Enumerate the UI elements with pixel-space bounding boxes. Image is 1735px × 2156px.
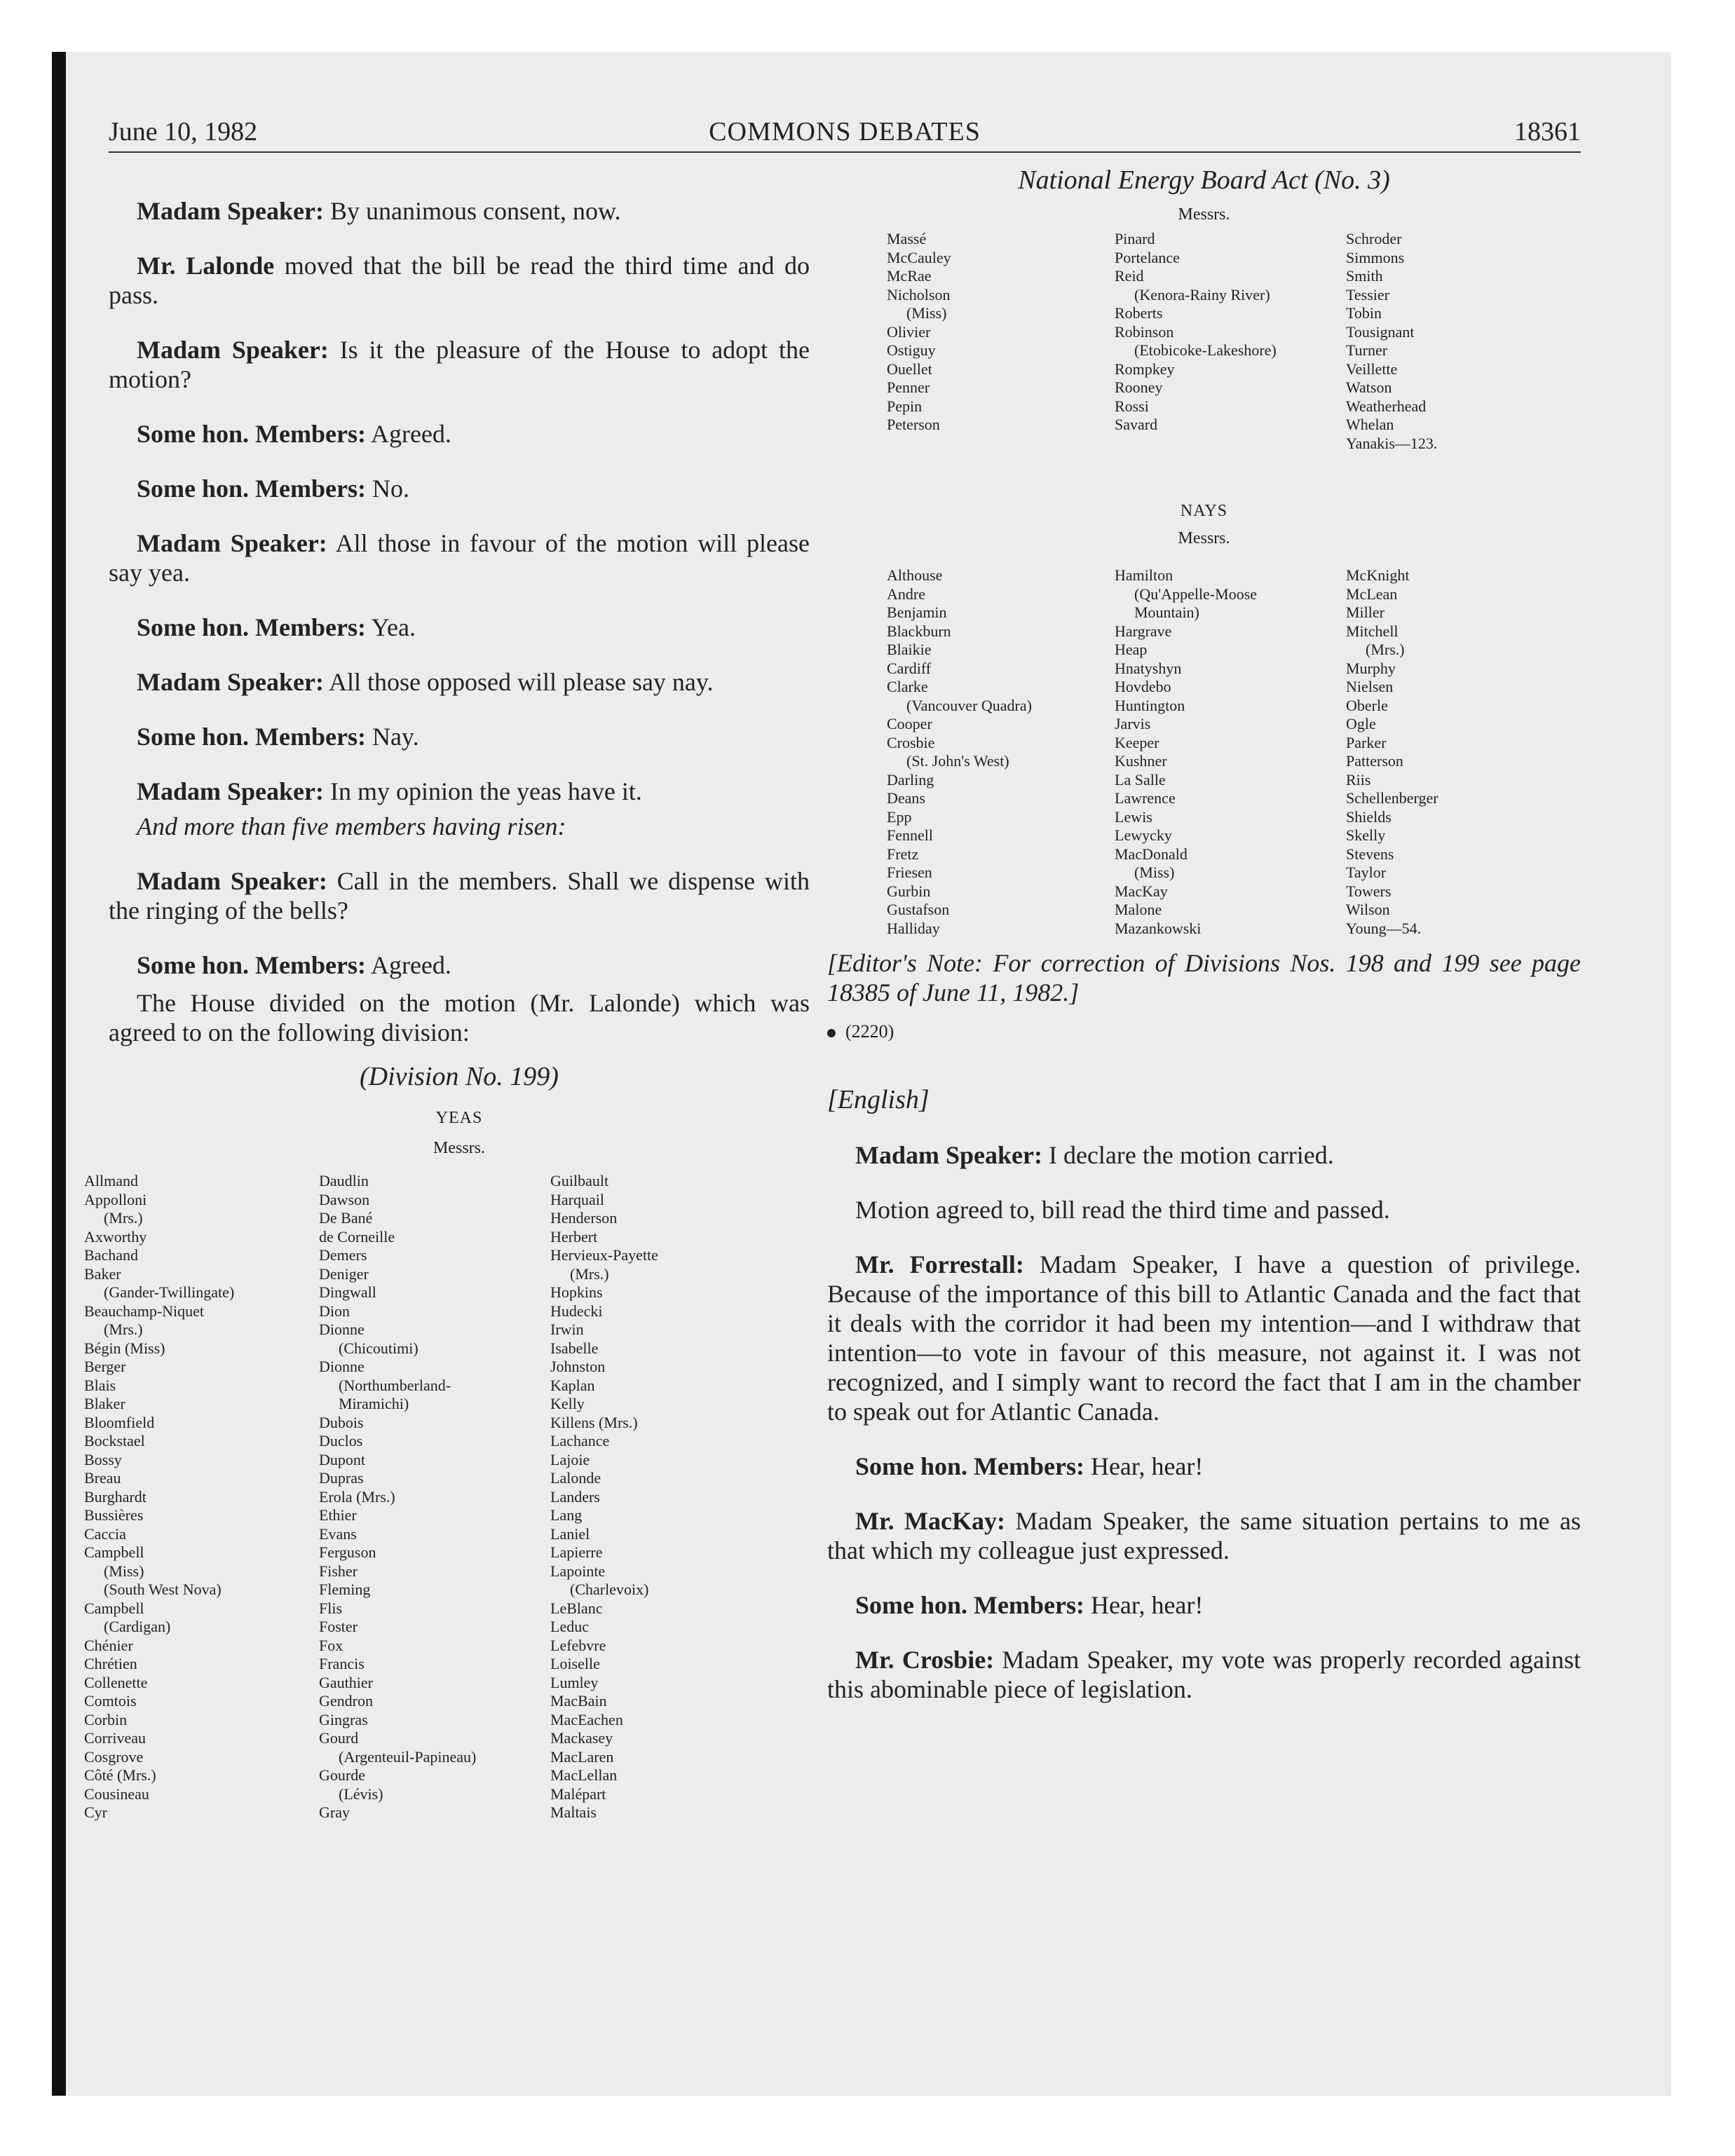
member-name: Schellenberger — [1346, 789, 1438, 807]
speech: Motion agreed to, bill read the third time and passed. — [855, 1196, 1390, 1224]
paragraph — [827, 1645, 1581, 1704]
member-name: Blaikie — [887, 641, 932, 658]
member-name: Skelly — [1346, 826, 1386, 844]
speaker: Some hon. Members: — [137, 420, 366, 448]
member-name: Berger — [84, 1358, 126, 1375]
member-name: Shields — [1346, 807, 1392, 826]
member-name: Chénier — [84, 1636, 133, 1654]
member-name: Mazankowski — [1115, 919, 1202, 937]
member-name: Dionne — [319, 1321, 365, 1338]
member-name: Kushner — [1115, 752, 1167, 770]
member-name: Cyr — [84, 1803, 107, 1821]
member-name: Henderson — [550, 1209, 618, 1227]
member-name: Blaker — [84, 1395, 125, 1412]
member-name: Daudlin — [319, 1172, 369, 1189]
member-name: Reid — [1115, 267, 1144, 285]
member-name: Veillette — [1346, 360, 1398, 378]
member-name: (Argenteuil-Papineau) — [339, 1747, 477, 1766]
member-name: Kelly — [550, 1395, 585, 1412]
member-name: Johnston — [550, 1358, 606, 1375]
speech: Agreed. — [365, 420, 451, 448]
member-name: Campbell — [84, 1599, 144, 1617]
member-name: Francis — [319, 1655, 365, 1672]
paragraph — [109, 528, 810, 587]
member-name: Flis — [319, 1599, 343, 1617]
member-name: Fretz — [887, 845, 919, 863]
member-name: Dubois — [319, 1413, 364, 1431]
speech: moved that the bill be read the third time and do pass. — [109, 252, 810, 309]
member-name: Simmons — [1346, 248, 1405, 266]
member-name: Lumley — [550, 1673, 599, 1691]
member-name: Parker — [1346, 733, 1387, 751]
speech: No. — [365, 475, 409, 503]
member-name: Blais — [84, 1376, 116, 1394]
member-name: Herbert — [550, 1227, 598, 1246]
paragraph — [109, 196, 810, 226]
member-name: MacLaren — [550, 1747, 614, 1766]
member-name: (Kenora-Rainy River) — [1134, 285, 1270, 303]
member-name: MacEachen — [550, 1710, 623, 1728]
member-name: Duclos — [319, 1432, 363, 1449]
member-name: Huntington — [1115, 696, 1185, 714]
member-name: Hargrave — [1115, 622, 1172, 640]
member-name: Lawrence — [1115, 789, 1176, 807]
member-name: Bussières — [84, 1506, 144, 1524]
paragraph — [109, 667, 810, 697]
member-name: Ouellet — [887, 360, 932, 378]
speaker: Some hon. Members: — [137, 723, 366, 751]
speaker: Madam Speaker: — [137, 668, 324, 696]
member-name: MacKay — [1115, 882, 1168, 900]
name-column — [1115, 566, 1257, 938]
member-name: Bachand — [84, 1246, 138, 1264]
paragraph — [109, 474, 810, 503]
member-name: Isabelle — [550, 1339, 599, 1357]
paragraph — [827, 1506, 1581, 1565]
member-name: Althouse — [887, 566, 943, 584]
speech: Madam Speaker, the same situation pertains to me as that which my colleague just expressed. — [827, 1507, 1581, 1564]
member-name: Epp — [887, 807, 912, 826]
member-name: MacBain — [550, 1692, 607, 1710]
member-name: Andre — [887, 585, 925, 603]
paragraph — [109, 419, 810, 449]
member-name: Dingwall — [319, 1283, 376, 1301]
member-name: Schroder — [1346, 230, 1402, 247]
member-name: Heap — [1115, 641, 1148, 658]
member-name: Dion — [319, 1302, 350, 1320]
member-name: (Northumberland- — [339, 1376, 451, 1394]
paragraph — [109, 777, 810, 806]
right-column — [827, 165, 1581, 1729]
member-name: (Chicoutimi) — [339, 1339, 419, 1357]
time-marker — [827, 1021, 1581, 1042]
messrs-label: Messrs. — [1178, 205, 1230, 224]
speech: Nay. — [365, 723, 419, 751]
member-name: Deniger — [319, 1264, 369, 1283]
speaker: Some hon. Members: — [137, 475, 366, 503]
member-name: Laniel — [550, 1524, 590, 1543]
yeas-heading: YEAS — [435, 1109, 483, 1127]
member-name: Miramichi) — [339, 1395, 409, 1412]
member-name: Benjamin — [887, 603, 947, 621]
member-name: Roberts — [1115, 304, 1163, 322]
speech: Hear, hear! — [1084, 1591, 1204, 1619]
member-name: Massé — [887, 230, 927, 247]
yeas-continued-list — [887, 230, 1581, 461]
member-name: McKnight — [1346, 566, 1410, 584]
member-name: Rooney — [1115, 378, 1163, 396]
member-name: Bockstael — [84, 1432, 145, 1449]
member-name: (South West Nova) — [104, 1581, 222, 1598]
member-name: Fleming — [319, 1581, 371, 1598]
member-name: (Miss) — [104, 1562, 144, 1580]
member-name: Tousignant — [1346, 322, 1415, 341]
name-column — [319, 1172, 476, 1822]
member-name: Lefebvre — [550, 1636, 606, 1654]
bill-title: National Energy Board Act (No. 3) — [1018, 165, 1390, 195]
member-name: Guilbault — [550, 1172, 609, 1189]
speaker: Some hon. Members: — [855, 1452, 1084, 1480]
member-name: Pepin — [887, 397, 923, 415]
member-name: Gray — [319, 1803, 350, 1821]
member-name: Weatherhead — [1346, 397, 1427, 415]
member-name: Côté (Mrs.) — [84, 1766, 156, 1784]
name-column — [1346, 566, 1438, 938]
member-name: Appolloni — [84, 1190, 147, 1208]
division-intro: The House divided on the motion (Mr. Lalonde) which was agreed to on the following division: — [109, 989, 810, 1046]
member-name: (St. John's West) — [906, 752, 1009, 770]
member-name: Cardiff — [887, 659, 932, 677]
member-name: Evans — [319, 1524, 357, 1543]
speaker: Madam Speaker: — [137, 336, 329, 364]
member-name: Erola (Mrs.) — [319, 1487, 395, 1506]
member-name: LeBlanc — [550, 1599, 603, 1617]
member-name: Breau — [84, 1469, 121, 1487]
speech: In my opinion the yeas have it. — [323, 777, 642, 805]
member-name: Gurbin — [887, 882, 931, 900]
member-name: Watson — [1346, 378, 1392, 396]
member-name: Murphy — [1346, 659, 1396, 677]
member-name: Riis — [1346, 770, 1371, 789]
name-column — [887, 566, 1032, 938]
member-name: de Corneille — [319, 1227, 395, 1246]
language-marker: [English] — [827, 1085, 930, 1114]
speaker: Mr. Lalonde — [137, 252, 275, 280]
member-name: Portelance — [1115, 248, 1180, 266]
paragraph — [109, 866, 810, 925]
member-name: Chrétien — [84, 1655, 137, 1672]
member-name: Ethier — [319, 1506, 357, 1524]
member-name: Turner — [1346, 341, 1388, 359]
member-name: (Etobicoke-Lakeshore) — [1134, 341, 1277, 359]
speech: Agreed. — [365, 951, 451, 979]
member-name: Loiselle — [550, 1655, 600, 1672]
member-name: Comtois — [84, 1692, 137, 1710]
member-name: Gendron — [319, 1692, 373, 1710]
speech: Call in the members. Shall we dispense with the ringing of the bells? — [109, 867, 810, 925]
member-name: Dawson — [319, 1190, 370, 1208]
member-name: Bégin (Miss) — [84, 1339, 165, 1357]
member-name: Fennell — [887, 826, 933, 844]
member-name: Tessier — [1346, 285, 1389, 303]
speaker: Madam Speaker: — [137, 197, 324, 225]
member-name: Jarvis — [1115, 715, 1151, 732]
member-name: Dupont — [319, 1450, 365, 1468]
speech: Is it the pleasure of the House to adopt the motion? — [109, 336, 810, 393]
paragraph — [109, 613, 810, 642]
yeas-name-list — [84, 1172, 810, 1831]
member-name: Lewycky — [1115, 826, 1172, 844]
member-name: (Vancouver Quadra) — [906, 696, 1032, 714]
member-name: (Mrs.) — [570, 1264, 609, 1283]
member-name: Crosbie — [887, 733, 935, 751]
member-name: MacLellan — [550, 1766, 618, 1784]
name-column — [84, 1172, 234, 1822]
member-name: Fox — [319, 1636, 343, 1654]
left-column — [84, 196, 810, 1831]
speaker: Madam Speaker: — [137, 529, 327, 557]
paragraph — [109, 722, 810, 751]
editors-note: [Editor's Note: For correction of Divisions Nos. 198 and 199 see page 18385 of June 11, 1982.] — [827, 949, 1581, 1007]
member-name: Oberle — [1346, 696, 1388, 714]
member-name: Taylor — [1346, 864, 1387, 881]
member-name: Hopkins — [550, 1283, 603, 1301]
member-name: Halliday — [887, 919, 940, 937]
member-name: Ostiguy — [887, 341, 936, 359]
member-name: (Cardigan) — [104, 1618, 171, 1635]
member-name: Malone — [1115, 901, 1162, 918]
member-name: Hamilton — [1115, 566, 1173, 584]
member-name: Demers — [319, 1246, 367, 1264]
speech: Madam Speaker, I have a question of privilege. Because of the importance of this bill to Atlantic Canada and the fact that it deals with the corridor it had been my intention—and I withdraw that intention—to vote in favour of this measure, not against it. I was not recognized, and I simply want to record the fact that I am in the chamber to speak out for Atlantic Canada. — [827, 1250, 1581, 1426]
member-name: Pinard — [1115, 230, 1155, 247]
member-name: Ogle — [1346, 715, 1376, 732]
member-name: Dupras — [319, 1469, 364, 1487]
member-name: Ferguson — [319, 1543, 376, 1561]
member-name: Darling — [887, 770, 934, 789]
speaker: Some hon. Members: — [855, 1591, 1084, 1619]
member-name: Deans — [887, 789, 925, 807]
name-column — [550, 1172, 658, 1822]
member-name: Whelan — [1346, 416, 1394, 433]
division-title: (Division No. 199) — [360, 1062, 559, 1091]
member-name: McRae — [887, 267, 932, 285]
speaker: Madam Speaker: — [137, 777, 324, 805]
member-name: De Bané — [319, 1209, 373, 1227]
member-name: Keeper — [1115, 733, 1159, 751]
speaker: Some hon. Members: — [137, 951, 366, 979]
member-name: Axworthy — [84, 1227, 147, 1246]
member-name: Mountain) — [1134, 603, 1199, 621]
member-name: Hovdebo — [1115, 678, 1171, 695]
member-name: (Charlevoix) — [570, 1581, 649, 1598]
member-name: Rompkey — [1115, 360, 1175, 378]
member-name: Lajoie — [550, 1450, 590, 1468]
member-name: Lapierre — [550, 1543, 603, 1561]
header-page-number: 18361 — [1514, 117, 1581, 146]
member-name: Malépart — [550, 1785, 606, 1803]
member-name: Campbell — [84, 1543, 144, 1561]
member-name: (Mrs.) — [104, 1209, 143, 1227]
member-name: Miller — [1346, 603, 1384, 621]
member-name: Lalonde — [550, 1469, 601, 1487]
member-name: Harquail — [550, 1190, 604, 1208]
paragraph — [827, 1250, 1581, 1426]
member-name: Mackasey — [550, 1729, 613, 1747]
member-name: Smith — [1346, 267, 1383, 285]
members-risen-line: And more than five members having risen: — [137, 812, 566, 840]
member-name: (Miss) — [1134, 864, 1175, 881]
member-name: Lang — [550, 1506, 583, 1524]
speaker: Mr. Forrestall: — [855, 1250, 1024, 1278]
header-date: June 10, 1982 — [109, 117, 258, 146]
member-name: Bossy — [84, 1450, 122, 1468]
member-name: McLean — [1346, 585, 1398, 603]
speech: Madam Speaker, my vote was properly recorded against this abominable piece of legislation. — [827, 1646, 1581, 1703]
member-name: Olivier — [887, 322, 931, 341]
member-name: Lachance — [550, 1432, 610, 1449]
speaker: Madam Speaker: — [855, 1141, 1042, 1169]
member-name: Peterson — [887, 416, 940, 433]
speech: All those in favour of the motion will please say yea. — [109, 529, 810, 587]
member-name: Kaplan — [550, 1376, 595, 1394]
member-name: Gauthier — [319, 1673, 373, 1691]
bullet-icon — [827, 1029, 836, 1037]
member-name: (Mrs.) — [104, 1321, 143, 1338]
member-name: Beauchamp-Niquet — [84, 1302, 205, 1320]
member-name: (Qu'Appelle-Moose — [1134, 585, 1258, 603]
member-name: La Salle — [1115, 770, 1166, 789]
member-name: Leduc — [550, 1618, 589, 1635]
speech: By unanimous consent, now. — [323, 197, 621, 225]
member-name: Foster — [319, 1618, 358, 1635]
member-name: Young—54. — [1346, 919, 1422, 937]
member-name: Gourde — [319, 1766, 365, 1784]
paragraph — [827, 1140, 1581, 1170]
member-name: Blackburn — [887, 622, 951, 640]
name-column — [1346, 230, 1437, 453]
member-name: Tobin — [1346, 304, 1382, 322]
speaker: Mr. MacKay: — [855, 1507, 1006, 1535]
member-name: MacDonald — [1115, 845, 1188, 863]
member-name: (Gander-Twillingate) — [104, 1283, 235, 1301]
member-name: Cousineau — [84, 1785, 149, 1803]
name-column — [887, 230, 951, 435]
header-title: COMMONS DEBATES — [709, 117, 981, 146]
member-name: Towers — [1346, 882, 1392, 900]
member-name: Lapointe — [550, 1562, 606, 1580]
member-name: Hervieux-Payette — [550, 1246, 658, 1264]
left-paragraphs — [109, 196, 810, 1047]
member-name: (Miss) — [906, 304, 947, 322]
member-name: Stevens — [1346, 845, 1394, 863]
nays-heading: NAYS — [1180, 502, 1228, 520]
member-name: Robinson — [1115, 322, 1174, 341]
member-name: Fisher — [319, 1562, 358, 1580]
member-name: Wilson — [1346, 901, 1390, 918]
speech: All those opposed will please say nay. — [323, 668, 714, 696]
member-name: Savard — [1115, 416, 1158, 433]
name-column — [1115, 230, 1277, 435]
speech: Hear, hear! — [1084, 1452, 1204, 1480]
time-mark-text: (2220) — [845, 1021, 894, 1042]
messrs-label: Messrs. — [433, 1139, 485, 1157]
member-name: Nielsen — [1346, 678, 1394, 695]
member-name: Gourd — [319, 1729, 359, 1747]
nays-name-list — [887, 566, 1581, 948]
speaker: Madam Speaker: — [137, 867, 327, 895]
member-name: Nicholson — [887, 285, 951, 303]
member-name: Bloomfield — [84, 1413, 155, 1431]
speech: I declare the motion carried. — [1042, 1141, 1334, 1169]
member-name: Hudecki — [550, 1302, 603, 1320]
member-name: Caccia — [84, 1524, 126, 1543]
member-name: Patterson — [1346, 752, 1403, 770]
member-name: Gingras — [319, 1710, 368, 1728]
member-name: Landers — [550, 1487, 600, 1506]
paragraph — [827, 1195, 1581, 1224]
scan-edge-bar — [52, 52, 66, 2096]
member-name: (Lévis) — [339, 1785, 383, 1803]
paragraph — [109, 335, 810, 394]
speech: Yea. — [365, 613, 416, 641]
page-header — [109, 112, 1581, 153]
member-name: Baker — [84, 1264, 121, 1283]
paragraph — [109, 251, 810, 310]
member-name: Penner — [887, 378, 930, 396]
member-name: Yanakis—123. — [1346, 434, 1438, 452]
speaker: Mr. Crosbie: — [855, 1646, 995, 1674]
messrs-label: Messrs. — [1178, 529, 1230, 547]
member-name: Lewis — [1115, 807, 1152, 826]
speaker: Some hon. Members: — [137, 613, 366, 641]
member-name: Rossi — [1115, 397, 1149, 415]
member-name: (Mrs.) — [1366, 641, 1405, 658]
member-name: Mitchell — [1346, 622, 1399, 640]
right-paragraphs — [827, 1140, 1581, 1704]
member-name: Corbin — [84, 1710, 128, 1728]
member-name: Allmand — [84, 1172, 138, 1189]
member-name: McCauley — [887, 248, 951, 266]
member-name: Burghardt — [84, 1487, 147, 1506]
member-name: Cosgrove — [84, 1747, 144, 1766]
paragraph — [827, 1452, 1581, 1481]
paragraph — [827, 1590, 1581, 1620]
member-name: Clarke — [887, 678, 928, 695]
member-name: Corriveau — [84, 1729, 146, 1747]
paragraph — [109, 950, 810, 980]
member-name: Collenette — [84, 1673, 148, 1691]
member-name: Friesen — [887, 864, 932, 881]
member-name: Cooper — [887, 715, 932, 732]
member-name: Maltais — [550, 1803, 597, 1821]
member-name: Irwin — [550, 1321, 584, 1338]
member-name: Dionne — [319, 1358, 365, 1375]
member-name: Hnatyshyn — [1115, 659, 1182, 677]
member-name: Gustafson — [887, 901, 950, 918]
member-name: Killens (Mrs.) — [550, 1413, 638, 1431]
